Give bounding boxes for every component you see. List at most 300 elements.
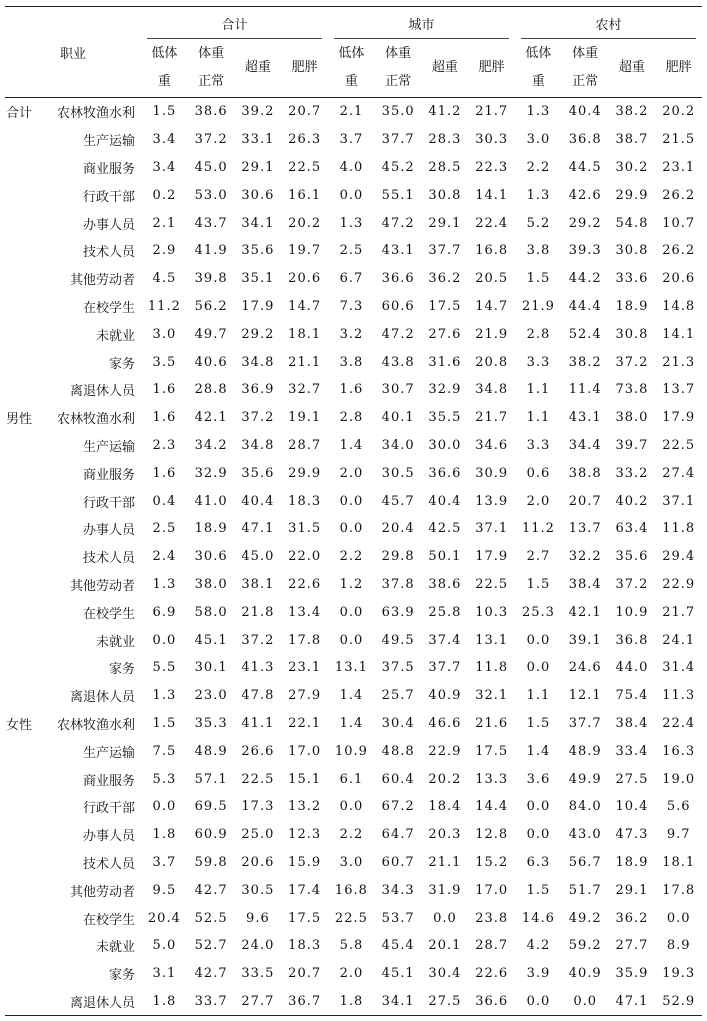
table-row [5,293,702,321]
value-cell: 44.5 [568,159,602,175]
value-cell: 44.0 [615,660,649,676]
value-cell: 33.1 [241,132,275,148]
value-cell: 1.5 [526,715,551,731]
value-cell: 36.9 [241,382,275,398]
value-cell: 5.0 [152,938,177,954]
value-cell: 30.5 [241,882,275,898]
value-cell: 14.7 [288,298,322,314]
value-cell: 38.1 [241,576,275,592]
occupation-cell: 办事人员 [83,217,136,233]
value-cell: 7.3 [339,298,364,314]
value-cell: 14.4 [475,799,509,815]
value-cell: 39.7 [615,437,649,453]
metric-header-line: 超重 [431,60,458,75]
value-cell: 52.7 [194,938,228,954]
value-cell: 1.4 [526,743,551,759]
metric-header-line: 超重 [618,60,645,75]
value-cell: 37.7 [428,660,462,676]
value-cell: 0.0 [526,799,551,815]
value-cell: 42.6 [568,187,602,203]
value-cell: 13.2 [288,799,322,815]
value-cell: 27.5 [615,771,649,787]
value-cell: 17.8 [662,882,696,898]
value-cell: 5.3 [152,771,177,787]
value-cell: 0.0 [562,988,609,1016]
value-cell: 17.0 [288,743,322,759]
value-cell: 1.6 [152,465,177,481]
value-cell: 3.5 [152,354,177,370]
value-cell: 34.0 [381,437,415,453]
value-cell: 1.2 [339,576,364,592]
value-cell: 23.0 [194,688,228,704]
value-cell: 16.8 [475,243,509,259]
value-cell: 22.5 [334,910,368,926]
table-row [5,154,702,182]
value-cell: 58.0 [194,604,228,620]
value-cell: 2.0 [339,966,364,982]
value-cell: 22.0 [288,549,322,565]
value-cell: 30.8 [428,187,462,203]
table-row [5,988,702,1016]
metric-header-line: 重 [344,74,358,89]
value-cell: 9.5 [152,882,177,898]
value-cell: 22.1 [288,715,322,731]
value-cell: 1.5 [526,576,551,592]
value-cell: 28.5 [428,159,462,175]
value-cell: 46.6 [428,715,462,731]
value-cell: 21.7 [475,410,509,426]
value-cell: 26.3 [288,132,322,148]
value-cell: 25.7 [381,688,415,704]
group-label: 男性 [6,412,33,428]
value-cell: 0.0 [339,632,364,648]
value-cell: 43.1 [381,243,415,259]
value-cell: 1.1 [526,410,551,426]
group-label [5,293,43,321]
metric-header-total-obese [281,39,328,98]
group-label [5,515,43,543]
group-label: 女性 [6,717,33,733]
value-cell: 75.4 [615,688,649,704]
value-cell: 34.1 [241,215,275,231]
value-cell: 23.8 [475,910,509,926]
group-label [5,849,43,877]
value-cell: 30.8 [615,326,649,342]
value-cell: 2.0 [526,493,551,509]
value-cell: 37.8 [381,576,415,592]
metric-header-line: 超重 [244,60,271,75]
value-cell: 30.7 [381,382,415,398]
table-header [5,7,702,98]
value-cell: 2.2 [339,827,364,843]
value-cell: 3.7 [152,854,177,870]
occupation-cell: 技术人员 [83,551,136,567]
value-cell: 38.2 [615,104,649,120]
value-cell: 24.6 [568,660,602,676]
value-cell: 45.4 [381,938,415,954]
table-row [5,876,702,904]
occupation-cell: 行政干部 [83,495,136,511]
table-row [5,626,702,654]
metric-header-rural-underweight [515,39,562,98]
value-cell: 7.5 [152,743,177,759]
group-label [5,154,43,182]
occupation-cell: 其他劳动者 [70,273,136,289]
value-cell: 50.1 [428,549,462,565]
occupation-cell: 在校学生 [83,606,136,622]
value-cell: 14.1 [475,187,509,203]
value-cell: 1.4 [339,437,364,453]
value-cell: 43.8 [381,354,415,370]
value-cell: 38.0 [615,410,649,426]
value-cell: 0.0 [433,910,457,926]
group-label [5,765,43,793]
value-cell: 27.7 [235,988,282,1016]
value-cell: 17.0 [475,882,509,898]
value-cell: 30.1 [194,660,228,676]
value-cell: 9.6 [246,910,270,926]
value-cell: 1.3 [152,688,177,704]
metric-header-urban-obese [468,39,515,98]
value-cell: 37.7 [568,715,602,731]
table-row [5,571,702,599]
group-label [5,126,43,154]
value-cell: 12.1 [568,688,602,704]
table-row [5,376,702,404]
occupation-cell: 行政干部 [83,189,136,205]
occupation-cell: 离退休人员 [43,988,141,1016]
value-cell: 39.1 [568,632,602,648]
value-cell: 18.9 [194,521,228,537]
value-cell: 6.7 [339,271,364,287]
occupation-cell: 办事人员 [83,523,136,539]
value-cell: 38.6 [194,104,228,120]
value-cell: 4.2 [526,938,551,954]
occupation-cell: 行政干部 [83,801,136,817]
metric-header-line: 肥胖 [478,60,505,75]
value-cell: 34.8 [241,354,275,370]
value-cell: 39.3 [568,243,602,259]
value-cell: 55.1 [381,187,415,203]
value-cell: 39.2 [241,104,275,120]
value-cell: 2.2 [526,159,551,175]
value-cell: 36.8 [615,632,649,648]
value-cell: 23.1 [662,159,696,175]
group-label [5,432,43,460]
value-cell: 20.4 [381,521,415,537]
value-cell: 21.1 [288,354,322,370]
value-cell: 38.7 [615,132,649,148]
value-cell: 20.3 [428,827,462,843]
value-cell: 0.0 [339,799,364,815]
value-cell: 21.6 [475,715,509,731]
value-cell: 20.5 [475,271,509,287]
value-cell: 21.3 [662,354,696,370]
table-row [5,960,702,988]
value-cell: 2.8 [339,410,364,426]
occupation-cell: 农林牧渔水利 [57,412,136,428]
group-label: 合计 [6,106,33,122]
table-row [5,598,702,626]
value-cell: 53.7 [381,910,415,926]
value-cell: 3.9 [526,966,551,982]
value-cell: 37.2 [241,410,275,426]
occupation-cell: 家务 [109,662,136,678]
value-cell: 26.6 [241,743,275,759]
value-cell: 37.2 [194,132,228,148]
occupation-cell: 家务 [109,356,136,372]
value-cell: 34.4 [568,437,602,453]
value-cell: 51.7 [568,882,602,898]
value-cell: 1.6 [152,410,177,426]
value-cell: 1.8 [328,988,375,1016]
value-cell: 35.5 [428,410,462,426]
value-cell: 8.9 [666,938,691,954]
value-cell: 22.4 [475,215,509,231]
value-cell: 60.7 [381,854,415,870]
value-cell: 18.1 [662,854,696,870]
value-cell: 16.3 [662,743,696,759]
value-cell: 30.8 [615,243,649,259]
value-cell: 40.9 [428,688,462,704]
metric-header-line: 肥胖 [291,60,318,75]
value-cell: 6.9 [152,604,177,620]
occupation-cell: 离退休人员 [70,384,136,400]
value-cell: 54.8 [615,215,649,231]
value-cell: 13.9 [475,493,509,509]
value-cell: 57.1 [194,771,228,787]
value-cell: 1.5 [152,715,177,731]
table-row [5,710,702,738]
value-cell: 40.6 [194,354,228,370]
value-cell: 56.7 [568,854,602,870]
value-cell: 45.0 [194,159,228,175]
value-cell: 30.3 [475,132,509,148]
value-cell: 0.0 [526,660,551,676]
table-row [5,320,702,348]
value-cell: 34.6 [475,437,509,453]
value-cell: 29.2 [568,215,602,231]
value-cell: 1.6 [339,382,364,398]
bmi-by-occupation-table [5,6,702,1016]
table-row [5,265,702,293]
value-cell: 25.0 [241,827,275,843]
value-cell: 21.1 [428,854,462,870]
occupation-cell: 商业服务 [83,161,136,177]
metric-header-urban-underweight [328,39,375,98]
value-cell: 24.1 [662,632,696,648]
group-label [5,209,43,237]
value-cell: 19.7 [288,243,322,259]
value-cell: 22.5 [241,771,275,787]
value-cell: 3.8 [526,243,551,259]
value-cell: 18.9 [615,298,649,314]
value-cell: 48.8 [381,743,415,759]
value-cell: 29.8 [381,549,415,565]
value-cell: 35.6 [241,465,275,481]
value-cell: 45.1 [194,632,228,648]
value-cell: 63.9 [381,604,415,620]
value-cell: 1.3 [152,576,177,592]
value-cell: 18.4 [428,799,462,815]
value-cell: 1.8 [141,988,188,1016]
value-cell: 36.8 [568,132,602,148]
value-cell: 1.3 [526,104,551,120]
value-cell: 40.4 [428,493,462,509]
value-cell: 32.2 [568,549,602,565]
value-cell: 27.4 [662,465,696,481]
value-cell: 22.5 [288,159,322,175]
value-cell: 27.9 [288,688,322,704]
value-cell: 0.0 [152,799,177,815]
value-cell: 2.1 [339,104,364,120]
value-cell: 11.3 [662,688,696,704]
value-cell: 0.0 [666,910,691,926]
value-cell: 2.1 [152,215,177,231]
value-cell: 0.0 [152,632,177,648]
value-cell: 35.1 [241,271,275,287]
value-cell: 27.7 [615,938,649,954]
table-row [5,654,702,682]
value-cell: 10.7 [662,215,696,231]
value-cell: 22.6 [288,576,322,592]
value-cell: 10.4 [615,799,649,815]
value-cell: 30.0 [428,437,462,453]
value-cell: 0.0 [526,632,551,648]
value-cell: 36.2 [615,910,649,926]
value-cell: 27.5 [422,988,469,1016]
metric-header-line: 体重 [198,46,225,61]
value-cell: 22.6 [475,966,509,982]
value-cell: 52.4 [568,326,602,342]
value-cell: 16.1 [288,187,322,203]
value-cell: 1.8 [152,827,177,843]
value-cell: 40.1 [381,410,415,426]
value-cell: 20.7 [288,966,322,982]
value-cell: 17.5 [428,298,462,314]
value-cell: 32.9 [194,465,228,481]
value-cell: 37.7 [428,243,462,259]
value-cell: 29.1 [428,215,462,231]
value-cell: 37.2 [615,354,649,370]
value-cell: 43.7 [194,215,228,231]
occupation-cell: 离退休人员 [70,690,136,706]
value-cell: 0.0 [526,827,551,843]
occupation-cell: 生产运输 [83,439,136,455]
value-cell: 45.0 [241,549,275,565]
metric-header-total-normal-weight [188,39,235,98]
value-cell: 26.2 [662,243,696,259]
value-cell: 30.5 [381,465,415,481]
occupation-cell: 其他劳动者 [70,578,136,594]
value-cell: 22.5 [662,437,696,453]
value-cell: 47.2 [381,326,415,342]
table-row [5,459,702,487]
value-cell: 44.4 [568,298,602,314]
occupation-cell: 家务 [109,968,136,984]
value-cell: 52.5 [194,910,228,926]
value-cell: 2.7 [526,549,551,565]
value-cell: 26.2 [662,187,696,203]
table-row [5,98,702,126]
value-cell: 20.6 [662,271,696,287]
metric-header-total-underweight [141,39,188,98]
value-cell: 21.9 [475,326,509,342]
table-row [5,849,702,877]
value-cell: 43.0 [568,827,602,843]
value-cell: 2.4 [152,549,177,565]
value-cell: 20.6 [288,271,322,287]
group-label [5,904,43,932]
value-cell: 44.2 [568,271,602,287]
value-cell: 0.0 [339,604,364,620]
value-cell: 1.3 [339,215,364,231]
value-cell: 12.8 [475,827,509,843]
value-cell: 30.9 [475,465,509,481]
value-cell: 59.8 [194,854,228,870]
value-cell: 47.2 [381,215,415,231]
value-cell: 36.6 [428,465,462,481]
value-cell: 1.1 [526,688,551,704]
table-row [5,737,702,765]
value-cell: 23.1 [288,660,322,676]
value-cell: 37.1 [662,493,696,509]
value-cell: 64.7 [381,827,415,843]
group-label [5,598,43,626]
value-cell: 32.1 [475,688,509,704]
value-cell: 1.1 [526,382,551,398]
value-cell: 17.9 [662,410,696,426]
value-cell: 32.7 [288,382,322,398]
group-label [5,988,43,1016]
value-cell: 20.2 [662,104,696,120]
value-cell: 40.2 [615,493,649,509]
value-cell: 14.6 [521,910,555,926]
value-cell: 1.3 [526,187,551,203]
value-cell: 33.5 [241,966,275,982]
table-row [5,126,702,154]
region-header-total: 合计 [141,7,328,40]
value-cell: 41.2 [428,104,462,120]
value-cell: 3.6 [526,771,551,787]
group-label [5,571,43,599]
value-cell: 2.5 [339,243,364,259]
value-cell: 13.4 [288,604,322,620]
value-cell: 3.3 [526,437,551,453]
value-cell: 60.9 [194,827,228,843]
value-cell: 34.3 [381,882,415,898]
table-row [5,515,702,543]
table-body [5,98,702,1016]
value-cell: 11.8 [475,660,509,676]
value-cell: 0.6 [526,465,551,481]
value-cell: 18.1 [288,326,322,342]
table-row [5,793,702,821]
value-cell: 14.1 [662,326,696,342]
value-cell: 45.1 [381,966,415,982]
value-cell: 21.9 [521,298,555,314]
table-row [5,432,702,460]
table-row [5,904,702,932]
table-row [5,932,702,960]
value-cell: 43.1 [568,410,602,426]
table-row [5,543,702,571]
value-cell: 35.0 [381,104,415,120]
occupation-cell: 农林牧渔水利 [57,106,136,122]
value-cell: 21.7 [475,104,509,120]
value-cell: 20.7 [568,493,602,509]
value-cell: 22.5 [475,576,509,592]
